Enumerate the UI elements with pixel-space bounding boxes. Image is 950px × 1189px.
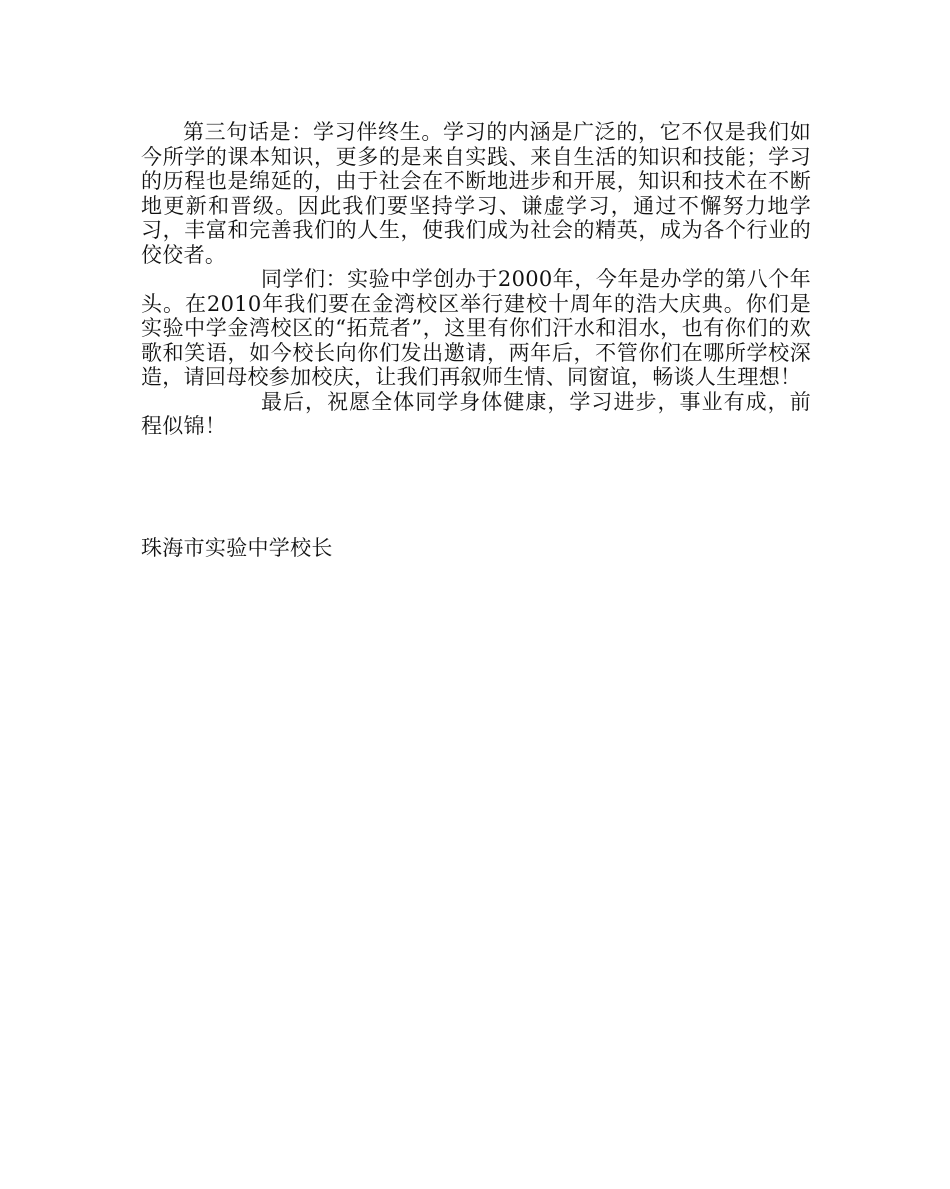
paragraph-school-anniversary: 同学们：实验中学创办于2000年，今年是办学的第八个年头。在2010年我们要在金湾校区举行建校十周年的浩大庆典。你们是实验中学金湾校区的“拓荒者”，这里有你们汗水和泪水，也有你们的欢歌和笑语，如今校长向你们发出邀请，两年后，不管你们在哪所学校深造，请回母校参加校庆，让我们再叙师生情、同窗谊，畅谈人生理想！ [141,267,811,389]
document-body [141,120,811,439]
paragraph-lifelong-learning: 第三句话是：学习伴终生。学习的内涵是广泛的，它不仅是我们如今所学的课本知识，更多的是来自实践、来自生活的知识和技能；学习的历程也是绵延的，由于社会在不断地进步和开展，知识和技术在不断地更新和晋级。因此我们要坚持学习、谦虚学习，通过不懈努力地学习，丰富和完善我们的人生，使我们成为社会的精英，成为各个行业的佼佼者。 [141,120,811,267]
paragraph-closing-wishes: 最后，祝愿全体同学身体健康，学习进步，事业有成，前程似锦！ [141,389,811,438]
signature-line: 珠海市实验中学校长 [141,536,333,560]
